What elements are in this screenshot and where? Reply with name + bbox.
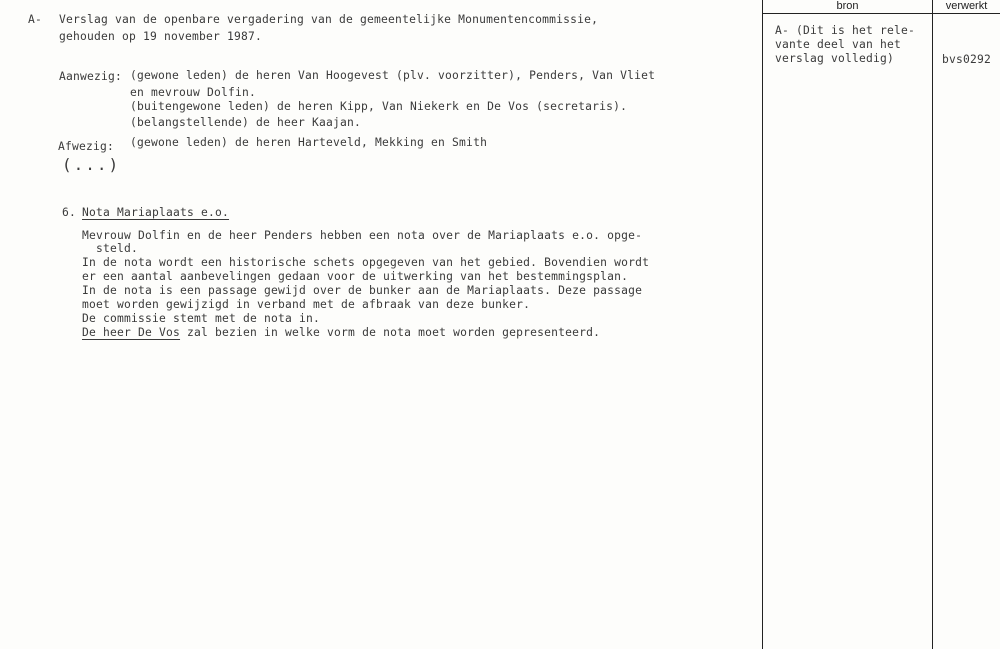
verwerkt-column-header: verwerkt (945, 0, 988, 12)
omission-ellipsis: (...) (62, 155, 121, 174)
bron-note-line: A- (Dit is het rele- (775, 24, 916, 37)
report-title-line-1: Verslag van de openbare vergadering van de gemeentelijke Monumentencommissie, (59, 13, 599, 26)
body-last-line (82, 326, 600, 340)
verwerkt-code: bvs0292 (942, 53, 992, 66)
afwezig-label: Afwezig: (58, 140, 115, 153)
column-divider-right (932, 0, 933, 649)
aanwezig-line: en mevrouw Dolfin. (130, 86, 257, 99)
section-title: Nota Mariaplaats e.o. (82, 206, 230, 219)
bron-note-line: vante deel van het (775, 38, 902, 51)
body-line: moet worden gewijzigd in verband met de afbraak van deze bunker. (82, 298, 531, 311)
header-rule (762, 13, 1000, 14)
aanwezig-line: (gewone leden) de heren Van Hoogevest (plv. voorzitter), Penders, Van Vliet (130, 69, 656, 82)
bron-column-header: bron (836, 0, 859, 12)
body-line: In de nota wordt een historische schets opgegeven van het gebied. Bovendien wordt (82, 256, 650, 269)
aanwezig-line: (buitengewone leden) de heren Kipp, Van Niekerk en De Vos (secretaris). (130, 100, 628, 113)
section-number: 6. (62, 206, 77, 219)
body-last-line-rest: zal bezien in welke vorm de nota moet worden gepresenteerd. (180, 326, 601, 339)
body-line: In de nota is een passage gewijd over de bunker aan de Mariaplaats. Deze passage (82, 284, 643, 297)
body-line: steld. (96, 242, 139, 255)
body-line: er een aantal aanbevelingen gedaan voor de uitwerking van het bestemmingsplan. (82, 270, 629, 283)
section-marker: A- (28, 13, 43, 26)
bron-note-line: verslag volledig) (775, 52, 895, 65)
aanwezig-line: (belangstellende) de heer Kaajan. (130, 116, 362, 129)
body-line: Mevrouw Dolfin en de heer Penders hebben een nota over de Mariaplaats e.o. opge- (82, 229, 643, 242)
body-line: De commissie stemt met de nota in. (82, 312, 321, 325)
report-title-line-2: gehouden op 19 november 1987. (59, 30, 263, 43)
column-divider-left (762, 0, 763, 649)
responsible-person: De heer De Vos (82, 326, 181, 339)
aanwezig-label: Aanwezig: (59, 70, 123, 83)
afwezig-text: (gewone leden) de heren Harteveld, Mekking en Smith (130, 136, 488, 149)
